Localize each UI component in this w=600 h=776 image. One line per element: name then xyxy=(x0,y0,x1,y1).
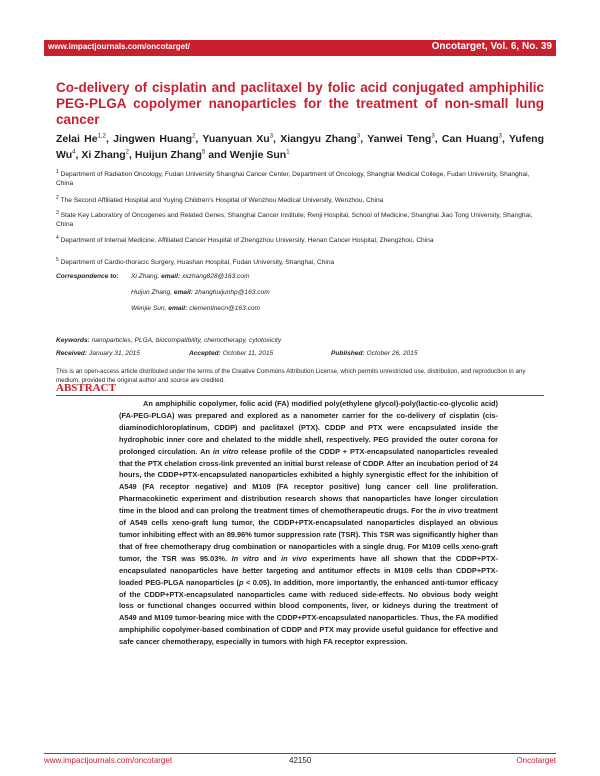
author: Wenjie Sun$^1$ xyxy=(229,149,290,161)
correspondence-entry: Wenjie Sun, email: clementinecn@163.com xyxy=(131,305,261,312)
footer-divider xyxy=(44,753,556,754)
author: Yuanyuan Xu$^3$, xyxy=(202,132,281,145)
author: Huijun Zhang$^5$ and xyxy=(134,149,230,161)
abstract-body: An amphiphilic copolymer, folic acid (FA) modified poly(ethylene glycol)-poly(lactic-co-glycolic acid) (FA-PEG-PLGA) was prepared and explored as a nanometer carrier for the co-delivery of cisplatin (cis-diaminodichloroplatinum, CDDP) and paclitaxel (PTX). CDDP and PTX were encapsulated inside the hydrophobic inner core and chelated to the middle shell, respectively. PEG provided the outer corona for prolonged circulation. An in vitro release profile of the CDDP + PTX-encapsulated nanoparticles revealed that the PTX chelation cross-link prevented an initial burst release of CDDP. After an incubation period of 24 hours, the CDDP+PTX-encapsulated nanoparticles exhibited a highly synergistic effect for the inhibition of A549 (FA receptor negative) and M109 (FA receptor positive) lung cancer cell line proliferation. Pharmacokinetic experiment and distribution research shows that nanoparticles have longer circulation time in the blood and can prolong the treatment times of chemotherapeutic drugs. For the in vivo treatment of A549 cells xeno-graft lung tumor, the CDDP+PTX-encapsulated nanoparticles displayed an obvious tumor inhibiting effect with an 89.96% tumor suppression rate (TSR). This TSR was significantly higher than that of free chemotherapy drug combination or nanoparticles with a single drug. For M109 cells xeno-graft tumor, the TSR was 95.03%. In vitro and in vivo experiments have all shown that the CDDP+PTX-encapsulated nanoparticles have better targeting and antitumor effects in M109 cells than CDDP+PTX-loaded PEG-PLGA nanoparticles (p < 0.05). In addition, more importantly, the enhanced anti-tumor efficacy of the CDDP+PTX-encapsulated nanoparticles came with reduced side-effects. No obvious body weight loss or functional changes occurred within blood components, liver, or kidneys during the treatment of A549 and M109 tumor-bearing mice with the CDDP+PTX-encapsulated nanoparticles. Thus, the FA modified amphiphilic copolymer-based combination of CDDP and PTX may provide useful guidance for effective and safe cancer chemotherapy, especially in tumors with high FA receptor expression. xyxy=(119,399,498,647)
affiliation: $^1$ Department of Radiation Oncology, Fudan University Shanghai Cancer Center, Department of Oncology, Shanghai Medical College, Fudan University, Shanghai, China xyxy=(56,169,530,188)
affiliation: $^2$ The Second Affiliated Hospital and Yuying Children's Hospital of Wenzhou Medical University, Wenzhou, China xyxy=(56,195,384,205)
correspondence-entry: Huijun Zhang, email: zhanghuijunhp@163.com xyxy=(131,289,270,296)
author-list xyxy=(56,129,544,162)
email-link[interactable]: clementinecn@163.com xyxy=(189,305,261,312)
email-link[interactable]: xxzhang828@163.com xyxy=(181,273,250,280)
abstract-heading: ABSTRACT xyxy=(56,382,544,396)
header-bar xyxy=(44,40,556,56)
author: Xi Zhang$^2$, xyxy=(81,149,135,161)
email-link[interactable]: zhanghuijunhp@163.com xyxy=(194,289,270,296)
correspondence-entry: Xi Zhang, email: xxzhang828@163.com xyxy=(131,273,250,280)
header-journal-url[interactable]: www.impactjournals.com/oncotarget/ xyxy=(48,42,190,51)
footer-journal-url[interactable]: www.impactjournals.com/oncotarget xyxy=(44,756,173,765)
author: Can Huang$^3$, xyxy=(441,132,509,145)
page-number: 42150 xyxy=(289,756,312,765)
author: Zelai He$^{1,2}$, xyxy=(56,132,114,145)
affiliation: $^3$ State Key Laboratory of Oncogenes and Related Genes, Shanghai Cancer Institute, Renji Hospital, School of Medicine, Shanghai Jiao Tong University, Shanghai, China xyxy=(56,210,533,229)
author: Yufeng Wu$^4$, xyxy=(56,132,545,161)
accepted-date: Accepted: October 11, 2015 xyxy=(189,350,274,357)
author: Jingwen Huang$^2$, xyxy=(113,132,203,145)
published-date: Published: October 26, 2015 xyxy=(331,350,418,357)
license-statement: This is an open-access article distributed under the terms of the Creative Commons Attribution License, which permits unrestricted use, distribution, and reproduction in any medium, provided the original author and source are credited. xyxy=(56,368,526,384)
article-title: Co-delivery of cisplatin and paclitaxel by folic acid conjugated amphiphilic PEG-PLGA copolymer nanoparticles for the treatment of non-small lung cancer xyxy=(56,80,544,127)
affiliation: $^5$ Department of Cardio-thoracic Surgery, Huashan Hospital, Fudan University, Shanghai, China xyxy=(56,257,335,267)
header-journal-issue: Oncotarget, Vol. 6, No. 39 xyxy=(431,41,552,52)
author: Xiangyu Zhang$^3$, xyxy=(280,132,368,145)
affiliation: $^4$ Department of Internal Medicine, Affiliated Cancer Hospital of Zhengzhou University, Henan Cancer Hospital, Zhengzhou, China xyxy=(56,235,434,245)
author: Yanwei Teng$^3$, xyxy=(367,132,442,145)
footer-journal-name: Oncotarget xyxy=(516,756,556,765)
keywords: Keywords: nanoparticles, PLGA, biocompatibility, chemotherapy, cytotoxicity xyxy=(56,337,282,344)
correspondence-label: Correspondence to: xyxy=(56,273,119,280)
received-date: Received: January 31, 2015 xyxy=(56,350,140,357)
